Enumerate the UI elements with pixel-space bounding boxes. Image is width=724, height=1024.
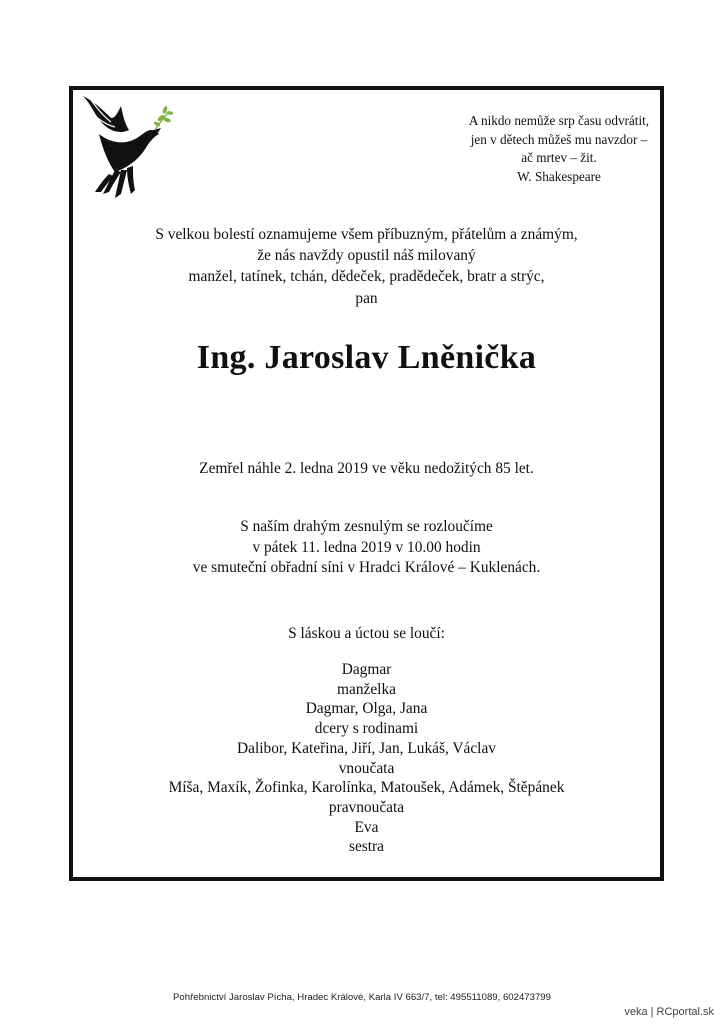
quote-line: ač mrtev – žit. xyxy=(521,150,597,166)
announcement-intro xyxy=(73,224,660,309)
funeral-line: ve smuteční obřadní síni v Hradci Králové – Kuklenách. xyxy=(192,559,541,576)
mourner-name: Eva xyxy=(354,818,379,836)
quote-line: A nikdo nemůže srp času odvrátit, xyxy=(468,113,650,128)
mourner-name: Míša, Maxík, Žofinka, Karolínka, Matoušek, Adámek, Štěpánek xyxy=(168,779,565,797)
mourners-list xyxy=(73,660,660,857)
dove-icon xyxy=(81,94,173,202)
mourner-relation: sestra xyxy=(348,838,385,856)
funeral-line: S naším drahým zesnulým se rozloučíme xyxy=(240,518,493,535)
mourner-name: Dalibor, Kateřina, Jiří, Jan, Lukáš, Václav xyxy=(237,739,496,757)
funeral-home-footer: Pohřebnictví Jaroslav Pícha, Hradec Králové, Karla IV 663/7, tel: 495511089, 602473799 xyxy=(173,992,551,1003)
death-notice: Zemřel náhle 2. ledna 2019 ve věku nedožitých 85 let. xyxy=(199,460,534,477)
quote-author: W. Shakespeare xyxy=(517,168,601,184)
obituary-frame xyxy=(69,86,664,881)
intro-line: S velkou bolestí oznamujeme všem příbuzným, přátelům a známým, xyxy=(155,226,578,243)
mourner-name: Dagmar, Olga, Jana xyxy=(305,700,428,718)
mourner-relation: vnoučata xyxy=(338,759,395,777)
deceased-name: Ing. Jaroslav Lněnička xyxy=(196,339,537,376)
mourner-relation: dcery s rodinami xyxy=(314,720,419,738)
funeral-line: v pátek 11. ledna 2019 v 10.00 hodin xyxy=(252,538,481,556)
intro-line: manžel, tatínek, tchán, dědeček, pradědeček, bratr a strýc, xyxy=(188,268,545,286)
mourner-relation: pravnoučata xyxy=(328,798,405,816)
funeral-details xyxy=(73,517,660,579)
mourner-relation: manželka xyxy=(337,680,396,698)
intro-line: pan xyxy=(355,289,378,307)
intro-line: že nás navždy opustil náš milovaný xyxy=(257,247,476,265)
source-watermark: veka | RCportal.sk xyxy=(624,1006,714,1018)
farewell-heading: S láskou a úctou se loučí: xyxy=(288,625,445,642)
shakespeare-quote xyxy=(439,112,679,186)
quote-line: jen v dětech můžeš mu navzdor – xyxy=(470,131,648,147)
mourner-name: Dagmar xyxy=(341,661,392,678)
